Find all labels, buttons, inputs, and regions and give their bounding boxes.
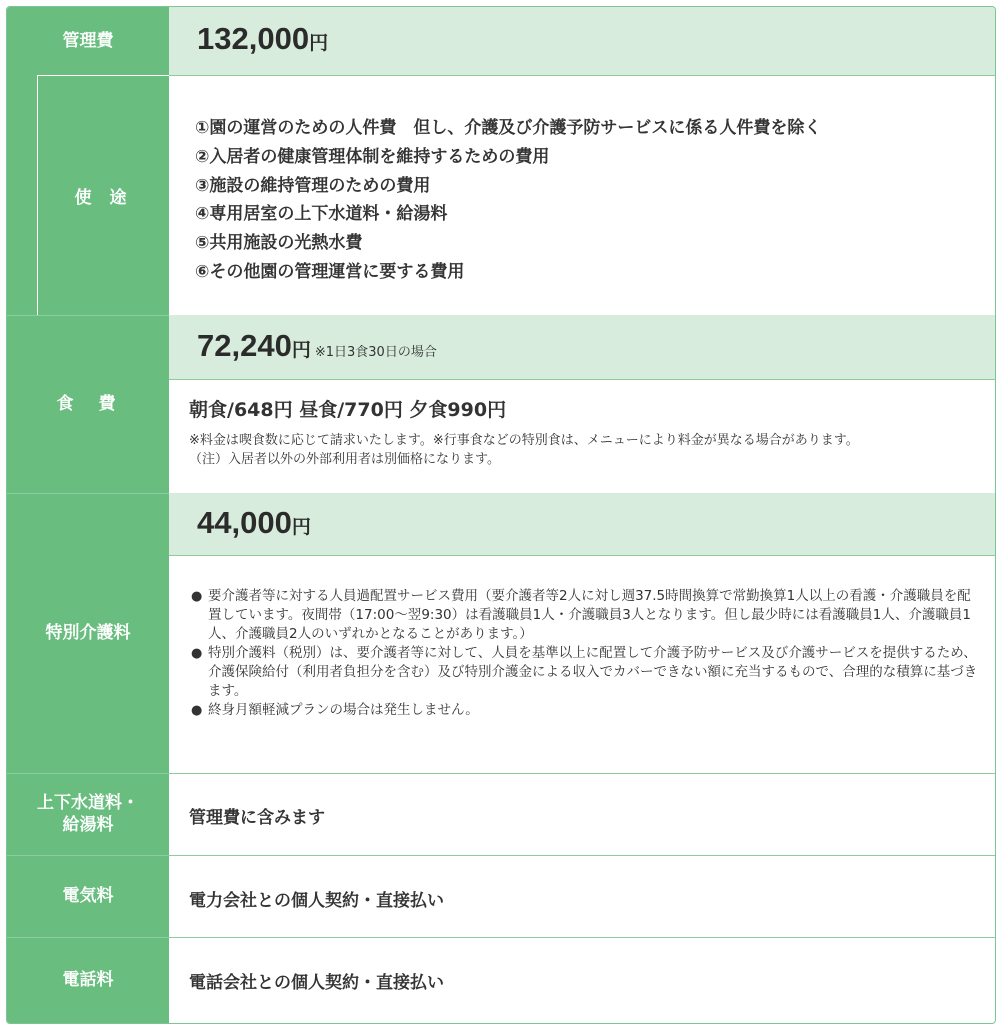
management-fee-currency: 円	[309, 32, 329, 54]
list-item: ④専用居室の上下水道料・給湯料	[195, 204, 448, 225]
food-note: ※料金は喫食数に応じて請求いたします。※行事食などの特別食は、メニューにより料金が異なる場合があります。	[189, 433, 859, 448]
water-label-line1: 上下水道料・	[37, 793, 139, 813]
list-item: ②入居者の健康管理体制を維持するための費用	[195, 146, 550, 167]
uses-list	[195, 114, 821, 287]
list-item: ● 要介護者等に対する人員過配置サービス費用（要介護者等2人に対し週37.5時間換算で常勤換算1人以上の看護・介護職員を配置しています。夜間帯（17:00～翌9:30）は看護職員1人・介護職員3人となります。但し最少時には看護職員1人、介護職員1人、介護職員2人のいずれかとなることがあります。）	[191, 587, 981, 644]
food-note: （注）入居者以外の外部利用者は別価格になります。	[189, 452, 500, 467]
special-care-bullets	[191, 587, 981, 720]
water-value: 管理費に含みます	[189, 808, 325, 828]
food-notes	[189, 431, 859, 469]
list-item: ⑤共用施設の光熱水費	[195, 233, 363, 254]
electricity-label: 電気料	[62, 886, 114, 906]
food-amount: 72,240	[197, 328, 292, 363]
phone-label: 電話料	[62, 970, 114, 990]
fee-table	[6, 6, 996, 1024]
food-price	[197, 328, 437, 364]
special-care-label: 特別介護料	[45, 623, 131, 643]
list-item: ③施設の維持管理のための費用	[195, 175, 431, 196]
food-label: 食 費	[56, 394, 120, 414]
divider	[169, 379, 995, 380]
special-care-amount: 44,000	[197, 505, 292, 540]
water-label-line2: 給湯料	[62, 815, 114, 835]
uses-label: 使 途	[37, 75, 169, 315]
list-item: ● 終身月額軽減プランの場合は発生しません。	[191, 701, 981, 720]
food-currency: 円	[291, 339, 311, 361]
phone-value: 電話会社との個人契約・直接払い	[189, 973, 444, 993]
electricity-value: 電力会社との個人契約・直接払い	[189, 891, 444, 911]
special-care-currency: 円	[291, 516, 311, 538]
meal-prices: 朝食/648円 昼食/770円 夕食990円	[189, 399, 507, 421]
management-fee-label: 管理費	[62, 31, 114, 51]
divider	[169, 555, 995, 556]
management-fee-amount: 132,000	[197, 21, 310, 56]
management-fee-price	[197, 21, 328, 57]
list-item: ①園の運営のための人件費 但し、介護及び介護予防サービスに係る人件費を除く	[195, 118, 822, 138]
list-item: ⑥その他園の管理運営に要する費用	[195, 261, 465, 282]
special-care-price	[197, 505, 311, 541]
water-label	[7, 773, 169, 855]
list-item: ● 特別介護料（税別）は、要介護者等に対して、人員を基準以上に配置して介護予防サービス及び介護サービスを提供するため、介護保険給付（利用者負担分を含む）及び特別介護金による収入でカバーできない額に充当するもので、合理的な積算に基づきます。	[191, 644, 981, 701]
food-amount-note: ※1日3食30日の場合	[314, 345, 437, 360]
divider	[169, 75, 995, 76]
